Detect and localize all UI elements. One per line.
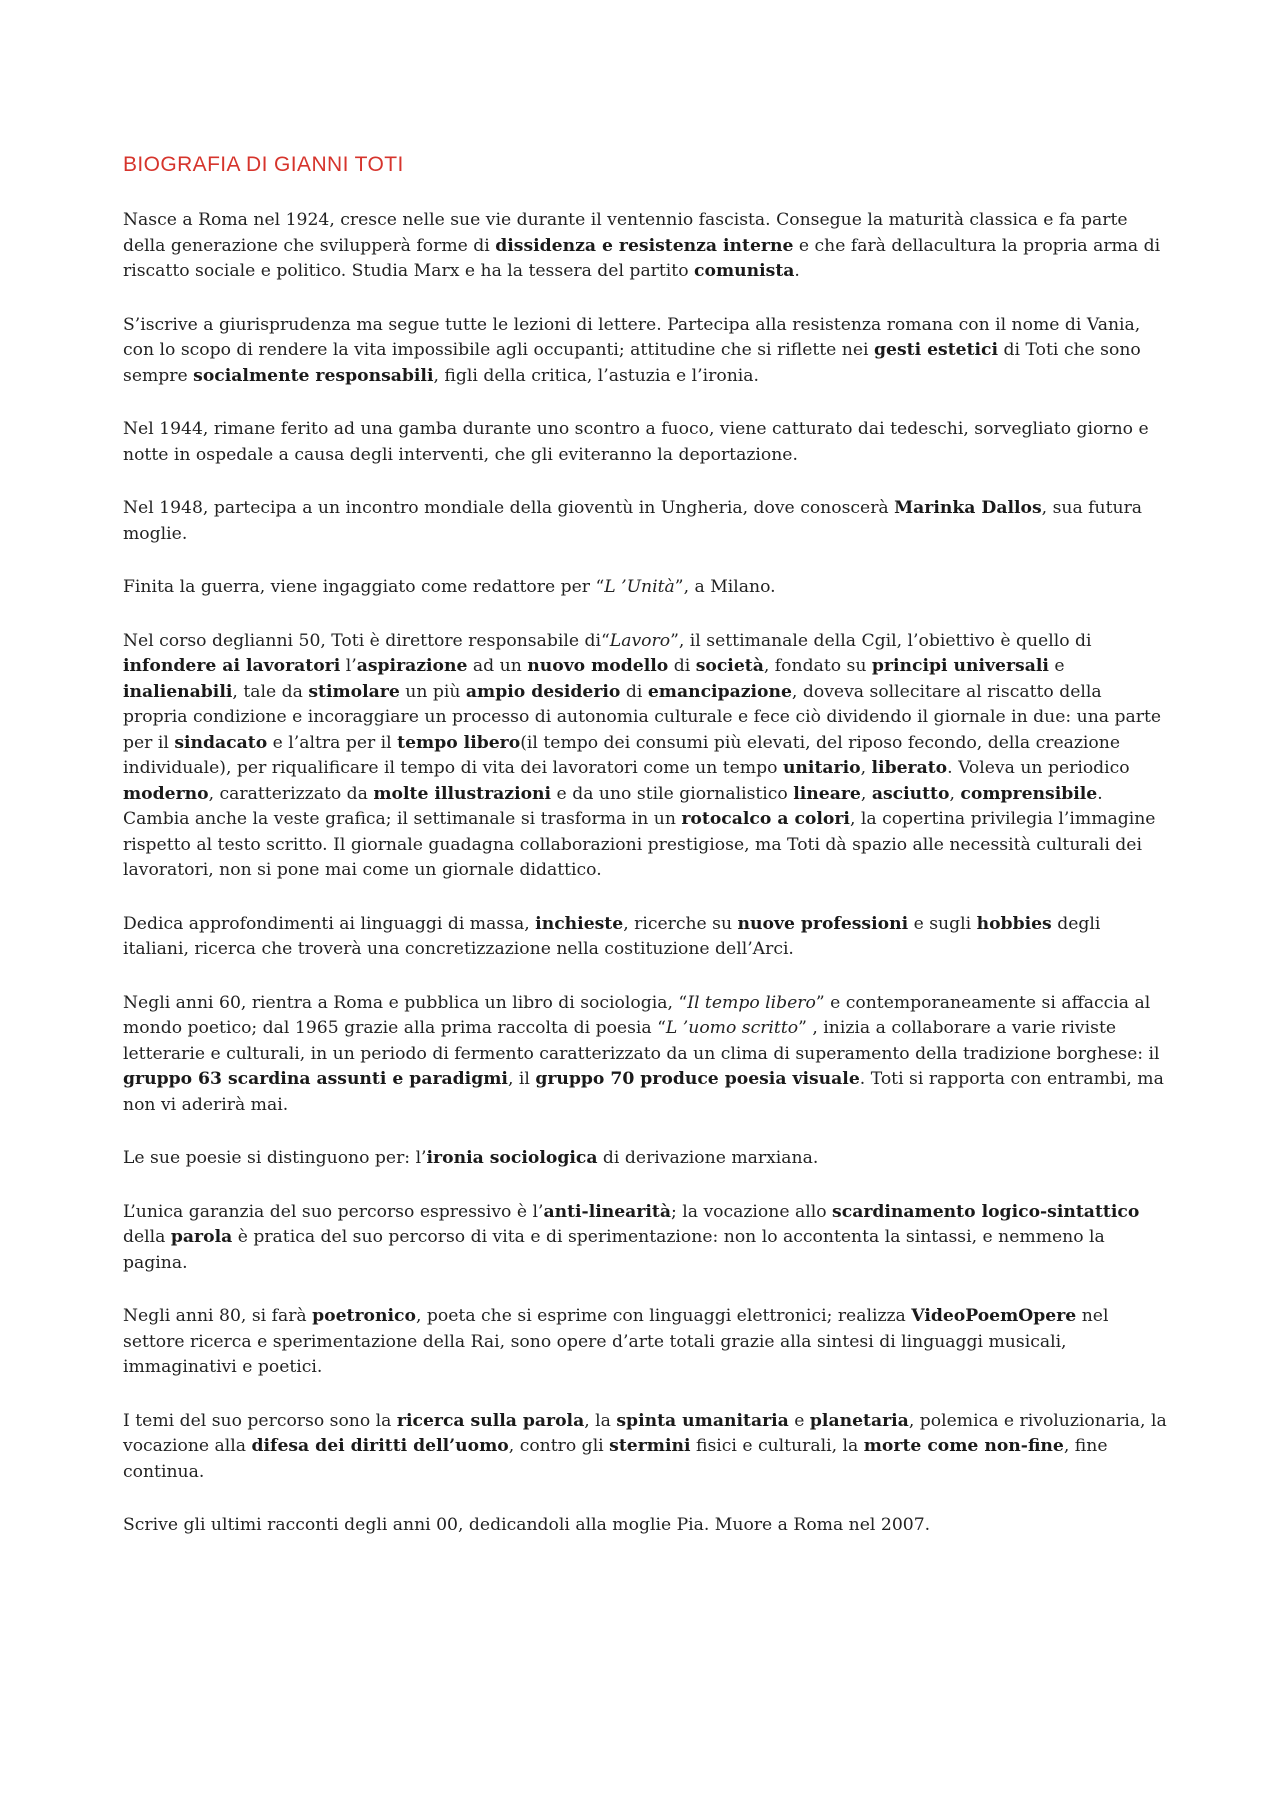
text-run: della [123, 1227, 171, 1247]
text-run: ad un [467, 656, 528, 676]
text-run: Nel 1948, partecipa a un incontro mondiale della gioventù in Ungheria, dove conoscerà [123, 498, 895, 518]
paragraph [123, 1200, 1168, 1277]
bold-text: Marinka Dallos [894, 498, 1042, 518]
bold-text: morte come non-fine [863, 1436, 1064, 1456]
page-title: BIOGRAFIA DI GIANNI TOTI [123, 153, 404, 176]
paragraph [123, 313, 1168, 390]
text-run: ”, il settimanale della Cgil, l’obiettivo è quello di [670, 630, 1092, 651]
text-run: Finita la guerra, viene ingaggiato come redattore per “ [123, 577, 605, 597]
bold-text: molte illustrazioni [373, 783, 552, 804]
bold-text: infondere ai lavoratori [123, 656, 341, 676]
text-run: Negli anni 60, rientra a Roma e pubblica un libro di sociologia, “ [123, 992, 688, 1013]
bold-text: VideoPoemOpere [911, 1306, 1077, 1326]
bold-text: scardinamento logico-sintattico [832, 1201, 1140, 1222]
text-run: e [788, 1410, 810, 1431]
bold-text: società [695, 656, 764, 676]
text-run: (il tempo dei consumi più elevati, del riposo fecondo, della creazione individuale), per riqualificare il tempo di vita dei lavoratori come un tempo [123, 732, 1121, 778]
paragraph [123, 1409, 1168, 1486]
text-run: , doveva sollecitare al riscatto della propria condizione e incoraggiare un processo di autonomia culturale e fece ciò dividendo il giornale in due: una parte per il [123, 681, 1162, 753]
paragraph [123, 912, 1168, 963]
bold-text: hobbies [976, 913, 1052, 934]
bold-text: nuove professioni [737, 913, 909, 934]
bold-text: stermini [609, 1436, 691, 1456]
text-run: Nel corso deglianni 50, Toti è direttore responsabile di“ [123, 630, 610, 651]
text-run: . Cambia anche la veste grafica; il settimanale si trasforma in un [123, 783, 1103, 829]
bold-text: comprensibile [960, 783, 1098, 804]
bold-text: poetronico [312, 1306, 416, 1326]
bold-text: gruppo 63 scardina assunti e paradigmi [123, 1069, 508, 1089]
paragraph [123, 1513, 1168, 1539]
italic-text: Lavoro [609, 630, 671, 651]
text-run: . Toti si rapporta con entrambi, ma non vi aderirà mai. [123, 1069, 1164, 1115]
paragraph [123, 208, 1168, 285]
bold-text: inchieste [535, 913, 624, 934]
text-run: è pratica del suo percorso di vita e di sperimentazione: non lo accontenta la sintassi, e nemmeno la pagina. [123, 1227, 1105, 1273]
bold-text: dissidenza e resistenza interne [495, 235, 794, 256]
italic-text: L ’uomo scritto [665, 1018, 799, 1038]
text-run: . [794, 261, 800, 281]
bold-text: parola [170, 1227, 233, 1247]
paragraph [123, 1304, 1168, 1381]
text-run: , poeta che si esprime con linguaggi elettronici; realizza [415, 1306, 912, 1326]
text-run: I temi del suo percorso sono la [123, 1410, 397, 1431]
text-run: , ricerche su [623, 913, 738, 934]
text-run: , la copertina privilegia l’immagine rispetto al testo scritto. Il giornale guadagna collaborazioni prestigiose, ma Toti dà spazio alle necessità culturali dei lavoratori, non si pone mai come un giornale didattico. [123, 809, 1156, 880]
text-run: Scrive gli ultimi racconti degli anni 00, dedicandoli alla moglie Pia. Muore a Roma nel 2007. [123, 1515, 931, 1535]
paragraph [123, 1146, 1168, 1172]
paragraph [123, 496, 1168, 547]
text-run: , sua futura moglie. [123, 498, 1143, 544]
text-run: , tale da [232, 681, 309, 702]
bold-text: ricerca sulla parola [396, 1410, 585, 1431]
bold-text: gruppo 70 produce poesia visuale [535, 1069, 860, 1089]
text-run: , il [507, 1069, 536, 1089]
bold-text: gesti estetici [874, 340, 999, 360]
text-run: di derivazione marxiana. [597, 1148, 819, 1168]
text-run: e che farà dellacultura la propria arma di riscatto sociale e politico. Studia Marx e ha la tessera del partito [123, 235, 1161, 281]
document-body [123, 208, 1168, 1539]
text-run: , fondato su [763, 656, 872, 676]
text-run: , [860, 783, 872, 804]
bold-text: spinta umanitaria [616, 1410, 789, 1431]
paragraph [123, 991, 1168, 1119]
bold-text: liberato [871, 758, 948, 778]
text-run: ”, a Milano. [674, 577, 776, 597]
paragraph [123, 417, 1168, 468]
bold-text: inalienabili [123, 681, 233, 702]
bold-text: principi universali [871, 656, 1049, 676]
text-run: , [860, 758, 872, 778]
text-run: Nasce a Roma nel 1924, cresce nelle sue vie durante il ventennio fascista. Consegue la maturità classica e fa parte della generazione che svilupperà forme di [123, 210, 1128, 256]
bold-text: unitario [782, 758, 861, 778]
text-run: nel settore ricerca e sperimentazione della Rai, sono opere d’arte totali grazie alla sintesi di linguaggi musicali, immaginativi e poetici. [123, 1306, 1109, 1377]
text-run: e sugli [908, 913, 977, 934]
bold-text: emancipazione [647, 681, 792, 702]
text-run: e da uno stile giornalistico [551, 783, 794, 804]
text-run: , fine continua. [123, 1436, 1108, 1482]
bold-text: tempo libero [397, 732, 521, 753]
text-run: Le sue poesie si distinguono per: l’ [123, 1148, 427, 1168]
text-run: , figli della critica, l’astuzia e l’ironia. [433, 365, 759, 386]
bold-text: sindacato [174, 732, 268, 753]
text-run: di Toti che sono sempre [123, 340, 1141, 386]
bold-text: socialmente responsabili [193, 365, 434, 386]
text-run: . Voleva un periodico [947, 758, 1130, 778]
bold-text: comunista [694, 261, 795, 281]
text-run: fisici e culturali, la [690, 1436, 864, 1456]
bold-text: stimolare [308, 681, 400, 702]
text-run: L’unica garanzia del suo percorso espressivo è l’ [123, 1201, 544, 1222]
text-run: ” , inizia a collaborare a varie riviste letterarie e culturali, in un periodo di fermento caratterizzato da un clima di superamento della tradizione borghese: il [123, 1018, 1160, 1064]
italic-text: Il tempo libero [687, 992, 816, 1013]
bold-text: ampio desiderio [465, 681, 621, 702]
bold-text: moderno [123, 783, 209, 804]
bold-text: difesa dei diritti dell’uomo [251, 1436, 509, 1456]
text-run: , la [584, 1410, 617, 1431]
bold-text: asciutto [871, 783, 950, 804]
document-page [123, 150, 1168, 1567]
text-run: , caratterizzato da [208, 783, 374, 804]
text-run: di [668, 656, 696, 676]
text-run: l’ [340, 656, 357, 676]
bold-text: anti-linearità [543, 1201, 671, 1222]
bold-text: planetaria [809, 1410, 909, 1431]
text-run: , contro gli [508, 1436, 610, 1456]
text-run: e l’altra per il [267, 732, 398, 753]
text-run: ” e contemporaneamente si affaccia al mondo poetico; dal 1965 grazie alla prima raccolta di poesia “ [123, 992, 1151, 1038]
bold-text: lineare [793, 783, 861, 804]
text-run: degli italiani, ricerca che troverà una concretizzazione nella costituzione dell’Arci. [123, 913, 1101, 959]
text-run: un più [399, 681, 466, 702]
paragraph [123, 575, 1168, 601]
text-run: e [1048, 656, 1065, 676]
text-run: di [620, 681, 648, 702]
bold-text: ironia sociologica [426, 1148, 598, 1168]
paragraph [123, 629, 1168, 884]
text-run: , [949, 783, 961, 804]
text-run: Negli anni 80, si farà [123, 1306, 313, 1326]
text-run: Dedica approfondimenti ai linguaggi di massa, [123, 913, 536, 934]
text-run: ; la vocazione allo [670, 1201, 833, 1222]
text-run: S’iscrive a giurisprudenza ma segue tutte le lezioni di lettere. Partecipa alla resistenza romana con il nome di Vania, con lo scopo di rendere la vita impossibile agli occupanti; attitudine che si riflette nei [123, 314, 1141, 360]
italic-text: L ’Unità [604, 577, 675, 597]
bold-text: rotocalco a colori [681, 809, 850, 829]
bold-text: nuovo modello [527, 656, 669, 676]
text-run: Nel 1944, rimane ferito ad una gamba durante uno scontro a fuoco, viene catturato dai tedeschi, sorvegliato giorno e notte in ospedale a causa degli interventi, che gli eviteranno la deportazione. [123, 419, 1149, 465]
bold-text: aspirazione [356, 656, 468, 676]
text-run: , polemica e rivoluzionaria, la vocazione alla [123, 1410, 1167, 1456]
